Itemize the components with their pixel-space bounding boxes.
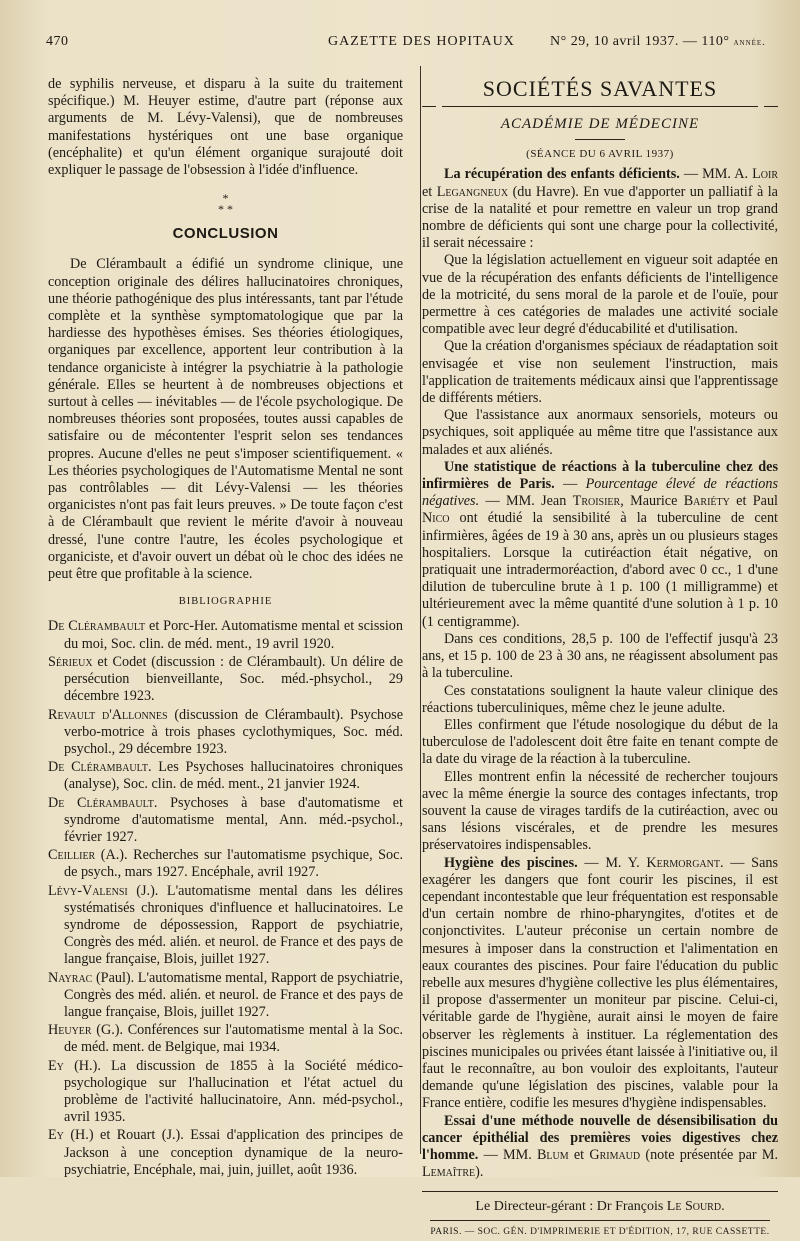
article-tuberculine: Une statistique de réactions à la tuberculine chez des infirmières de Paris. — Pourcentage élevé de réactions négatives. — MM. Jean Troisier, Maurice Bariéty et Paul Nico ont étudié la sensibilité à la tuberculine de cent infirmières, âgées de 19 à 30 ans, après un ou plusieurs stages hospitaliers. Lorsque la cutiréaction était négative, on pratiquait une intradermoréaction, d'abord avec 0 cc., 1 d'une dilution de tuberculine brute à 1 p. 100 (1 milligramme) et ultérieurement avec la même quantité d'une solution à 1 p. 10 (1 centigramme). <box>422 458 779 630</box>
article-piscines: Hygiène des piscines. — M. Y. Kermorgant. — Sans exagérer les dangers que font courir les piscines, il est cependant incontestable que leur fréquentation est responsable d'un certain nombre de rhino-pharyngites, d'otites et de conjonctivites. L'auteur préconise un certain nombre de mesures à imposer dans la construction et l'alimentation en eaux courantes des piscines. Pour faire l'éducation du public rebelle aux mesures d'hygiène collective les plus élémentaires, il propose d'assermenter un moniteur par piscine. Celui-ci, véritable garde de l'hygiène, aurait ainsi le moyen de faire observer les règlements à instituer. La réglementation des piscines municipales ou privées étant laissée à l'initiative ou, il faut le reconnaître, au bon vouloir des exploitants, l'auteur demande qu'une législation des piscines, valable pour la France entière, codifie les mesures d'hygiène indispensables. <box>422 854 778 1112</box>
section-title-societes: SOCIÉTÉS SAVANTES <box>482 76 718 101</box>
article-paragraph: Que la création d'organismes spéciaux de réadaptation soit envisagée et vise non seulement l'instruction, mais l'application de traitements médicaux ainsi que l'apprentissage de différents métiers. <box>422 338 778 407</box>
bibliography-list <box>48 618 403 1179</box>
title-rule <box>422 102 778 112</box>
right-column <box>422 74 778 1241</box>
article-paragraph: Ces constatations soulignent la haute valeur clinique des réactions tuberculiniques, même chez le jeune adulte. <box>422 682 778 716</box>
bib-entry: Nayrac (Paul). L'automatisme mental, Rapport de psychiatrie, Congrès des méd. alién. et neurol. de France et des pays de langue française, Blois, juillet 1927. <box>48 969 403 1020</box>
bib-entry: Lévy-Valensi (J.). L'automatisme mental dans les délires systématisés chroniques d'influence et hallucinatoires. Le syndrome de dépossession, Rapport de psychiatrie, Congrès des méd. alién. et neurol. de France et des pays de langue française, Blois, juillet 1927. <box>48 882 403 968</box>
bibliography-heading: BIBLIOGRAPHIE <box>178 596 273 608</box>
printer-line: PARIS. — SOC. GÉN. D'IMPRIMERIE ET D'ÉDITION, 17, RUE CASSETTE. <box>430 1220 770 1241</box>
issue-info: N° 29, 10 avril 1937. — 110° année. <box>550 34 766 49</box>
continued-paragraph: de syphilis nerveuse, et disparu à la suite du traitement spécifique.) M. Heuyer estime, d'autre part (réponse aux arguments de M. Lévy-Valensi), que de nombreuses manifestations hystériques ont une base organique (encéphalite) et qu'un élément organique surajouté doit expliquer le passage de l'obsession à l'idée d'influence. <box>48 76 403 179</box>
article-paragraph: Elles montrent enfin la nécessité de rechercher toujours avec la même énergie la source des contages infectants, trop souvent la cause de virages tardifs de la cutiréaction, avec ou sans lésions viscérales, et de prendre les mesures préservatoires indispensables. <box>422 768 778 854</box>
bib-entry: De Clérambault et Porc-Her. Automatisme mental et scission du moi, Soc. clin. de méd. ment., 19 avril 1920. <box>48 618 403 652</box>
bib-entry: De Clérambault. Psychoses à base d'automatisme et syndrome d'automatisme mental, Ann. méd.-psychol., février 1927. <box>48 794 403 845</box>
article-paragraph: Que l'assistance aux anormaux sensoriels, moteurs ou psychiques, soit appliquée au même titre que l'assistance aux malades et aux aliénés. <box>422 407 778 458</box>
page-number: 470 <box>46 34 69 49</box>
left-column <box>48 76 403 1180</box>
article-desensibilisation: Essai d'une méthode nouvelle de désensibilisation du cancer épithélial des premières voies digestives chez l'homme. — MM. Blum et Grimaud (note présentée par M. Lemaître). <box>422 1112 778 1181</box>
article-recuperation: La récupération des enfants déficients. — MM. A. Loir et Legangneux (du Havre). En vue d'apporter un palliatif à la crise de la natalité et pour remettre en valeur un trop grand nombre de déficients qui sont une charge pour la collectivité, il serait nécessaire : <box>422 166 778 252</box>
bib-entry: Heuyer (G.). Conférences sur l'automatisme mental à la Soc. de méd. ment. de Belgique, mai 1934. <box>48 1022 403 1056</box>
column-divider <box>420 66 421 1154</box>
page-header <box>46 34 782 56</box>
academy-title: ACADÉMIE DE MÉDECINE <box>500 116 700 132</box>
conclusion-text: De Clérambault a édifié un syndrome clinique, une conception originale des délires hallucinatoires chroniques, une théorie pathogénique des plus intéressants, tant par l'étude complète et la synthèse symptomatologique que par la hardiesse des hypothèses émises. Ses théories étiologiques, organiques par excellence, apportent leur contribution à la tendance organiciste à intégrer la psychiatrie à la pathologie générale. Elles se heurtent à de nombreuses objections et surtout à celles — inévitables — de l'école psychologique. De nombreuses théories sont proposées, toutes aussi capables de satisfaire ou de mécontenter l'esprit selon ses tendances propres. Aucune d'elles ne peut s'imposer scientifiquement. « Les théories psychologiques de l'Automatisme Mental ne sont pas contrôlables — dit Lévy-Valensi — les théories organicistes n'ont pas fait leurs preuves. » De toute façon c'est à de Clérambault que revient le mérite d'avoir à nouveau dressé, l'une contre l'autre, les écoles psychologique et organiciste, et d'avoir ouvert un débat où le choc des idées ne peut être que profitable à la science. <box>48 256 403 583</box>
footer-rule <box>422 1191 778 1192</box>
session-date: (SÉANCE DU 6 AVRIL 1937) <box>526 148 674 161</box>
conclusion-heading: CONCLUSION <box>172 225 279 243</box>
article-paragraph: Dans ces conditions, 28,5 p. 100 de l'effectif jusqu'à 23 ans, et 15 p. 100 de 23 à 30 ans, ne réagissent absolument pas à la tuberculine. <box>422 630 778 682</box>
bib-entry: Sérieux et Codet (discussion : de Clérambault). Un délire de persécution bienveillante, Soc. méd.-phsychol., 29 décembre 1923. <box>48 653 403 705</box>
bib-entry: Ey (H.). La discussion de 1855 à la Société médico-psychologique sur l'hallucination et l'état actuel du problème de l'activité hallucinatoire, Ann. méd-psychol., avril 1935. <box>48 1057 403 1126</box>
bib-entry: De Clérambault. Les Psychoses hallucinatoires chroniques (analyse), Soc. clin. de méd. ment., 21 janvier 1924. <box>48 759 403 793</box>
bib-entry: Revault d'Allonnes (discussion de Clérambault). Psychose verbo-motrice à trois phases cyclothymiques, Soc. méd. psychol., 29 décembre 1923. <box>48 706 403 757</box>
article-paragraph: Que la législation actuellement en vigueur soit adaptée en vue de la récupération des enfants déficients de l'intelligence de la motricité, du sens moral de la parole et de l'ouïe, pour permettre à ces catégories de malades une activité sociale compatible avec leur degré d'éducabilité et d'utilisation. <box>422 252 778 338</box>
journal-title: GAZETTE DES HOPITAUX <box>328 34 515 49</box>
short-rule <box>575 139 625 140</box>
director-line: Le Directeur-gérant : Dr François Le Sourd. <box>475 1199 725 1215</box>
bib-entry: Ceillier (A.). Recherches sur l'automatisme psychique, Soc. de psych., mars 1927. Encéphale, avril 1927. <box>48 847 403 881</box>
bib-entry: Ey (H.) et Rouart (J.). Essai d'application des principes de Jackson à une conception dynamique de la neuro-psychiatrie, Encéphale, mai, juin, juillet, août 1936. <box>48 1127 403 1178</box>
article-paragraph: Elles confirment que l'étude nosologique du début de la tuberculose de l'adolescent doit être faite en tenant compte de la date du virage de la réaction à la tuberculine. <box>422 716 778 768</box>
section-asterisks: * * * <box>218 191 233 217</box>
